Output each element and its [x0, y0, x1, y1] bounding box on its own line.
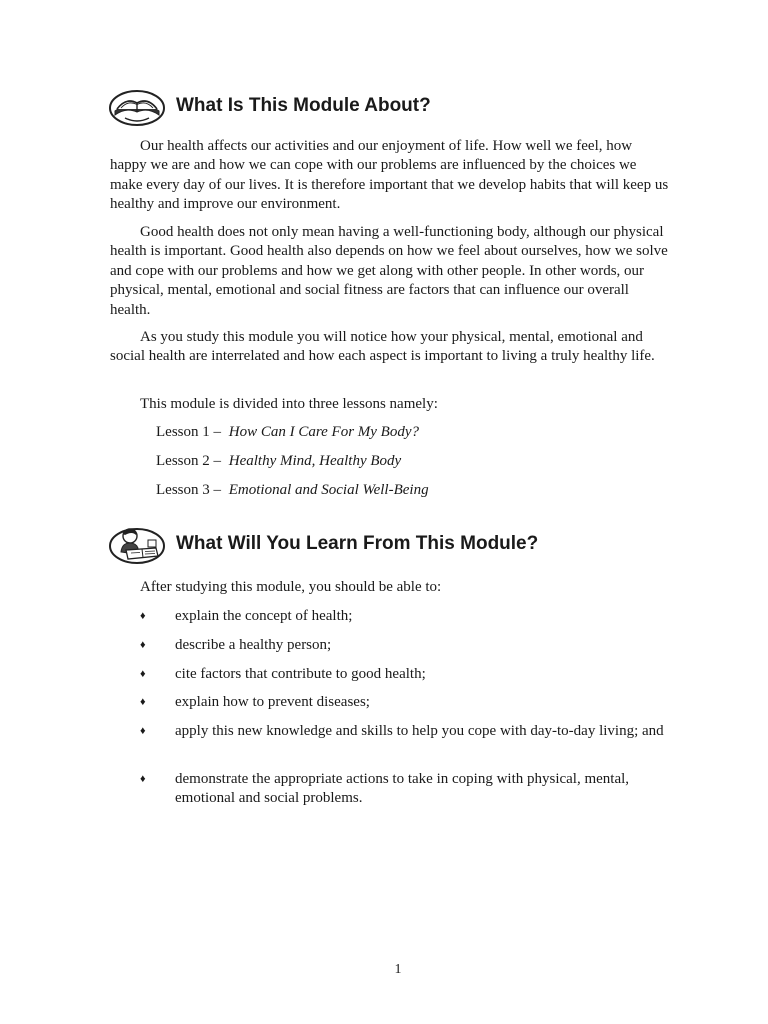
lesson-label: Lesson 3 – — [156, 482, 221, 498]
lesson-label: Lesson 1 – — [156, 424, 221, 440]
paragraph: This module is divided into three lessons namely: — [140, 396, 438, 412]
lesson-label: Lesson 2 – — [156, 453, 221, 469]
section-title: What Is This Module About? — [176, 95, 431, 116]
list-item — [140, 770, 680, 808]
student-reading-icon — [108, 522, 166, 566]
lesson-item — [156, 423, 419, 442]
page-number: 1 — [394, 962, 402, 977]
diamond-bullet-icon: ♦ — [140, 639, 146, 651]
list-item — [140, 722, 680, 741]
section-heading-module-about — [108, 84, 431, 128]
section-heading-learn — [108, 522, 538, 566]
paragraph: Good health does not only mean having a well-functioning body, although our physical health is important. Good health also depends on how we feel about ourselves, how we solve and cope with our problems and how we get along with other people. In other words, our physical, mental, emotional and social fitness are factors that can influence our overall health. — [110, 224, 668, 318]
list-item — [140, 693, 680, 712]
objectives-intro: After studying this module, you should be able to: — [140, 579, 442, 595]
lesson-item — [156, 481, 429, 500]
objective-text: describe a healthy person; — [175, 637, 332, 653]
diamond-bullet-icon: ♦ — [140, 725, 146, 737]
list-item — [140, 665, 680, 684]
objective-text: explain how to prevent diseases; — [175, 694, 370, 710]
lesson-title: Emotional and Social Well-Being — [228, 482, 429, 498]
objective-text: cite factors that contribute to good health; — [175, 666, 426, 682]
list-item — [140, 636, 680, 655]
objective-text: apply this new knowledge and skills to help you cope with day-to-day living; and — [175, 723, 664, 739]
section-title: What Will You Learn From This Module? — [176, 533, 539, 554]
paragraph: As you study this module you will notice how your physical, mental, emotional and social health are interrelated and how each aspect is important to living a truly healthy life. — [110, 329, 655, 365]
objective-text: demonstrate the appropriate actions to take in coping with physical, mental, emotional and social problems. — [175, 771, 630, 806]
lesson-title: Healthy Mind, Healthy Body — [228, 453, 402, 469]
paragraph: Our health affects our activities and our enjoyment of life. How well we feel, how happy we are and how we can cope with our problems are influenced by the choices we make every day of our lives. It is therefore important that we develop habits that will keep us healthy and improve our environment. — [110, 138, 669, 213]
lesson-title: How Can I Care For My Body? — [228, 424, 420, 440]
diamond-bullet-icon: ♦ — [140, 668, 146, 680]
diamond-bullet-icon: ♦ — [140, 696, 146, 708]
diamond-bullet-icon: ♦ — [140, 610, 146, 622]
list-item — [140, 607, 680, 626]
open-book-icon — [108, 84, 166, 128]
diamond-bullet-icon: ♦ — [140, 773, 146, 785]
lesson-item — [156, 452, 401, 471]
objective-text: explain the concept of health; — [175, 608, 353, 624]
